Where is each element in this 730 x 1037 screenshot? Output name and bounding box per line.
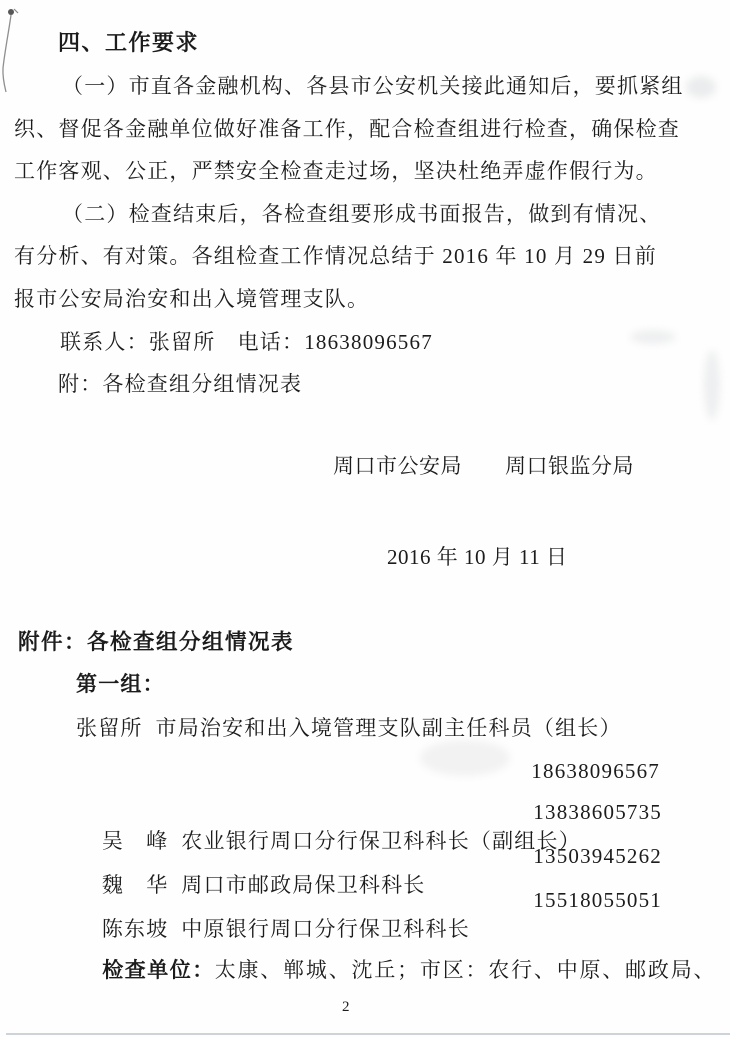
scan-smudge [686, 76, 716, 98]
attachment-note: 附：各检查组分组情况表 [58, 372, 303, 396]
member-name-title: 魏 华 周口市邮政局保卫科科长 [101, 873, 426, 897]
scan-scratch-artifact [0, 0, 40, 110]
paragraph2-line2: 有分析、有对策。各组检查工作情况总结于 2016 年 10 月 29 日前 [14, 244, 657, 268]
member-name-title: 吴 峰 农业银行周口分行保卫科科长（副组长） [101, 829, 581, 853]
group1-leader-phone: 18638096567 [531, 759, 660, 783]
scan-bottom-edge [6, 1033, 730, 1035]
scan-smudge [704, 350, 720, 420]
group1-title: 第一组： [76, 673, 165, 696]
member-phone: 13838605735 [533, 800, 662, 824]
paragraph2-line1: （二）检查结束后，各检查组要形成书面报告，做到有情况、 [62, 202, 662, 226]
paragraph1-line1: （一）市直各金融机构、各县市公安机关接此通知后，要抓紧组 [62, 74, 684, 98]
units-text: 太康、郸城、沈丘；市区：农行、中原、邮政局、 [214, 958, 717, 982]
units-label: 检查单位： [102, 959, 215, 982]
page-number: 2 [342, 999, 350, 1015]
scan-smudge [420, 740, 510, 776]
appendix-title: 附件：各检查组分组情况表 [18, 630, 295, 654]
paragraph2-line3: 报市公安局治安和出入境管理支队。 [14, 287, 370, 311]
member-phone: 13503945262 [533, 844, 662, 868]
group1-leader: 张留所 市局治安和出入境管理支队副主任科员（组长） [76, 716, 622, 740]
paragraph1-line2: 织、督促各金融单位做好准备工作，配合检查组进行检查，确保检查 [14, 117, 680, 141]
member-name-title: 陈东坡 中原银行周口分行保卫科科长 [101, 917, 470, 941]
group1-units-line [74, 931, 716, 1010]
signature-date: 2016 年 10 月 11 日 [387, 545, 568, 569]
contact-line: 联系人：张留所 电话：18638096567 [60, 330, 433, 354]
signature-organizations: 周口市公安局 周口银监分局 [333, 454, 634, 478]
scan-smudge [630, 330, 676, 344]
paragraph1-line3: 工作客观、公正，严禁安全检查走过场，坚决杜绝弄虚作假行为。 [14, 159, 658, 183]
member-phone: 15518055051 [533, 888, 662, 912]
section-heading: 四、工作要求 [58, 30, 200, 55]
